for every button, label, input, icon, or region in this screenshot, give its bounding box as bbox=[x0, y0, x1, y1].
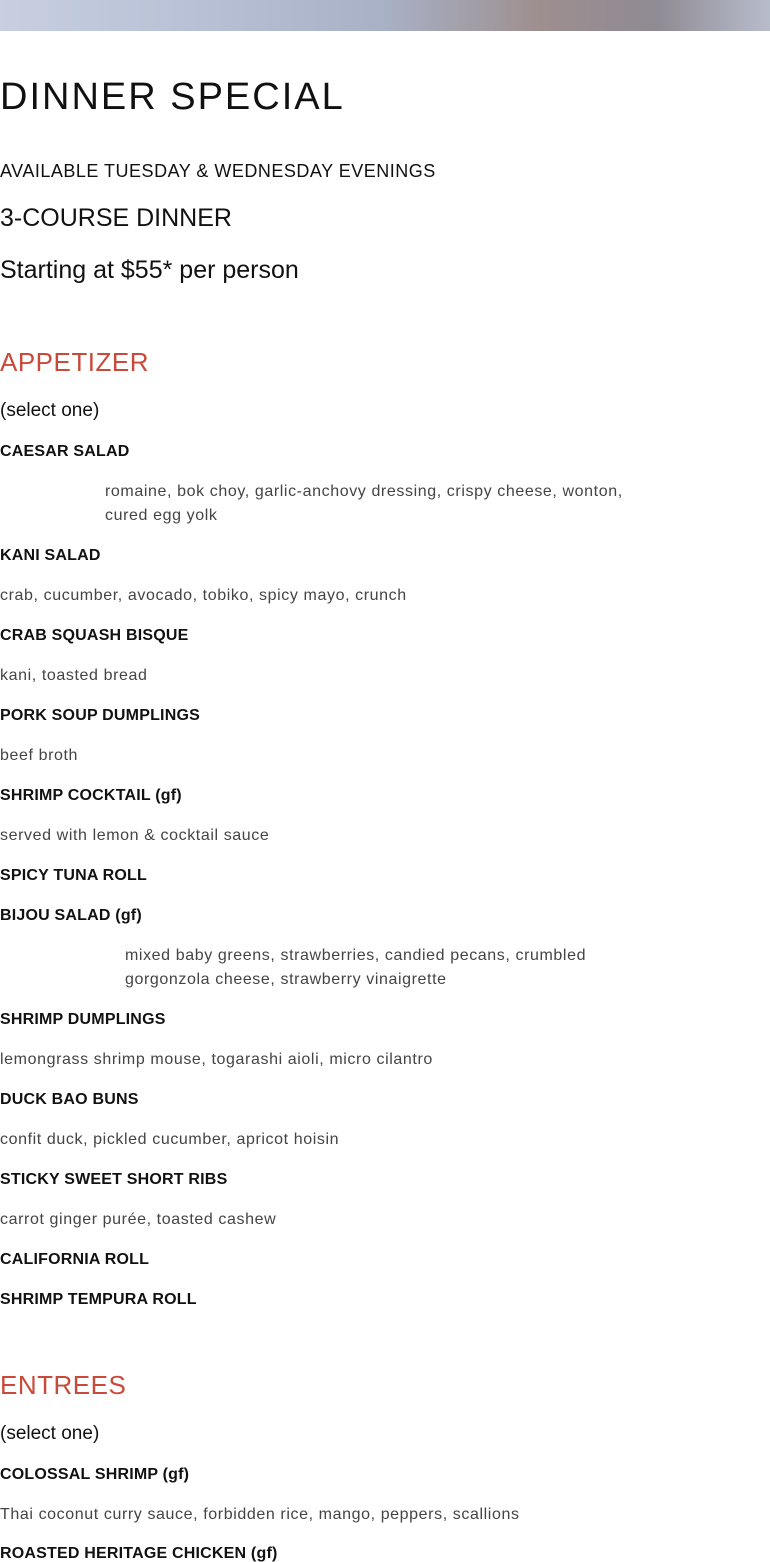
menu-item-description: mixed baby greens, strawberries, candied pecans, crumbled gorgonzola cheese, strawberry vinaigrette bbox=[125, 947, 587, 988]
menu-item-name: SHRIMP TEMPURA ROLL bbox=[0, 1291, 197, 1308]
menu-item-name: ROASTED HERITAGE CHICKEN (gf) bbox=[0, 1545, 278, 1562]
section-title-entrees: ENTREES bbox=[0, 1370, 127, 1400]
menu-item-name: STICKY SWEET SHORT RIBS bbox=[0, 1171, 228, 1188]
menu-item-description: kani, toasted bread bbox=[0, 667, 148, 684]
menu-item-name: SPICY TUNA ROLL bbox=[0, 867, 148, 884]
menu-item-name: CAESAR SALAD bbox=[0, 443, 130, 460]
hero-image-strip bbox=[0, 0, 770, 31]
pricing-text: Starting at $55* per person bbox=[0, 256, 299, 284]
menu-item-name: KANI SALAD bbox=[0, 547, 101, 564]
menu-item-description: beef broth bbox=[0, 747, 79, 764]
menu-item-name: BIJOU SALAD (gf) bbox=[0, 907, 142, 924]
menu-item-name: PORK SOUP DUMPLINGS bbox=[0, 707, 200, 724]
menu-item-description: lemongrass shrimp mouse, togarashi aioli, micro cilantro bbox=[0, 1051, 433, 1068]
menu-item-name: SHRIMP DUMPLINGS bbox=[0, 1011, 166, 1028]
menu-item-name: CRAB SQUASH BISQUE bbox=[0, 627, 189, 644]
section-title-appetizer: APPETIZER bbox=[0, 347, 149, 377]
menu-item-name: SHRIMP COCKTAIL (gf) bbox=[0, 787, 182, 804]
menu-item-description: served with lemon & cocktail sauce bbox=[0, 827, 270, 844]
menu-item-description: Thai coconut curry sauce, forbidden rice, mango, peppers, scallions bbox=[0, 1506, 520, 1523]
menu-item-name: CALIFORNIA ROLL bbox=[0, 1251, 150, 1268]
menu-item-description: romaine, bok choy, garlic-anchovy dressing, crispy cheese, wonton, cured egg yolk bbox=[105, 483, 623, 524]
menu-item-description: crab, cucumber, avocado, tobiko, spicy mayo, crunch bbox=[0, 587, 407, 604]
page-title: DINNER SPECIAL bbox=[0, 76, 345, 118]
menu-item-name: COLOSSAL SHRIMP (gf) bbox=[0, 1466, 190, 1483]
course-type: 3-COURSE DINNER bbox=[0, 204, 232, 232]
menu-item-description: confit duck, pickled cucumber, apricot hoisin bbox=[0, 1131, 340, 1148]
menu-item-description: carrot ginger purée, toasted cashew bbox=[0, 1211, 277, 1228]
select-one-note: (select one) bbox=[0, 1423, 100, 1444]
availability-text: AVAILABLE TUESDAY & WEDNESDAY EVENINGS bbox=[0, 161, 436, 181]
select-one-note: (select one) bbox=[0, 400, 100, 421]
menu-item-name: DUCK BAO BUNS bbox=[0, 1091, 139, 1108]
